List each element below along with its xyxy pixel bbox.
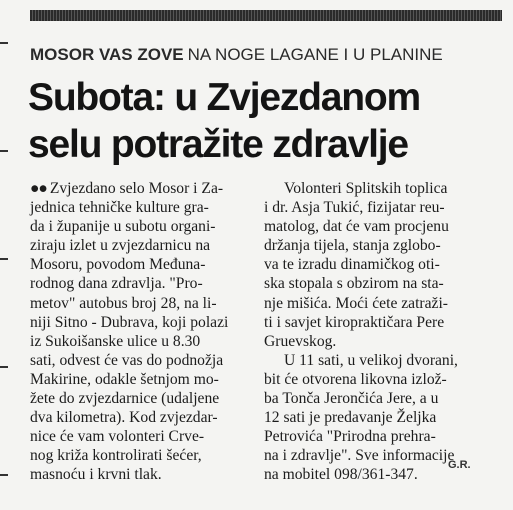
body-line: jednica tehničke kulture gra- — [30, 199, 209, 217]
body-line: matolog, dat će vam procjenu — [264, 218, 449, 236]
margin-mark — [0, 258, 8, 260]
body-line: na i zdravlje". Sve informacije — [264, 447, 455, 465]
body-line: bit će otvorena likovna izlož- — [264, 370, 447, 388]
kicker-line — [30, 45, 500, 65]
body-line: masnoću i krvni tlak. — [30, 466, 162, 484]
margin-marks — [0, 0, 14, 510]
body-line: na mobitel 098/361-347. — [264, 466, 418, 484]
headline-line-2: selu potražite zdravlje — [28, 123, 408, 166]
body-line: dva kilometra). Kod zvjezdar- — [30, 409, 218, 427]
margin-mark — [0, 474, 8, 476]
body-line: ●● Zvjezdano selo Mosor i Za- — [30, 180, 224, 197]
headline-line-1: Subota: u Zvjezdanom — [28, 76, 421, 119]
body-line: da i županije u subotu organi- — [30, 218, 216, 236]
bullet-icon: ●● — [30, 180, 47, 197]
body-line: ziraju izlet u zvjezdarnicu na — [30, 237, 211, 255]
body-line: i dr. Asja Tukić, fizijatar reu- — [264, 199, 445, 217]
body-line: ska stopala s obzirom na sta- — [264, 275, 444, 293]
body-line: iz Sukoišanske ulice u 8.30 — [30, 332, 201, 350]
body-line: rodnog dana zdravlja. "Pro- — [30, 275, 203, 293]
author-signature: G.R. — [448, 459, 471, 471]
body-line: ti i savjet kiropraktičara Pere — [264, 313, 445, 331]
body-column-right — [264, 179, 502, 485]
body-line: metov" autobus broj 28, na li- — [30, 294, 217, 312]
body-line: žete do zvjezdarnice (udaljene — [30, 390, 220, 408]
body-line: sati, odvest će vas do podnožja — [30, 351, 224, 369]
body-line: nice će vam volonteri Crve- — [30, 428, 205, 446]
body-line: nog križa kontrolirati šećer, — [30, 447, 202, 465]
kicker-strong: MOSOR VAS ZOVE — [30, 45, 184, 64]
body-line: nje mišića. Moći ćete zatraži- — [264, 294, 448, 312]
body-line: Petrovića "Prirodna prehra- — [264, 428, 436, 446]
body-line: 12 sati je predavanje Željka — [264, 409, 437, 427]
body-line: ba Tonča Jerončića Jere, a u — [264, 390, 439, 408]
body-line: Volonteri Splitskih toplica — [284, 180, 448, 197]
body-line: Mosoru, povodom Međuna- — [30, 256, 206, 274]
margin-mark — [0, 150, 8, 152]
body-line: va te izradu dinamičkog oti- — [264, 256, 440, 274]
body-line: Gruevskog. — [264, 332, 337, 350]
top-rule-bar — [30, 10, 502, 21]
headline — [28, 74, 502, 168]
body-line: Makirine, odakle šetnjom mo- — [30, 370, 219, 388]
margin-mark — [0, 366, 8, 368]
body-line: U 11 sati, u velikoj dvorani, — [284, 351, 458, 369]
body-line: držanja tijela, stanja zglobo- — [264, 237, 441, 255]
margin-mark — [0, 42, 8, 44]
kicker-rest: NA NOGE LAGANE I U PLANINE — [187, 45, 443, 64]
body-column-left — [30, 179, 252, 485]
body-line: niji Sitno - Dubrava, koji polazi — [30, 313, 229, 331]
